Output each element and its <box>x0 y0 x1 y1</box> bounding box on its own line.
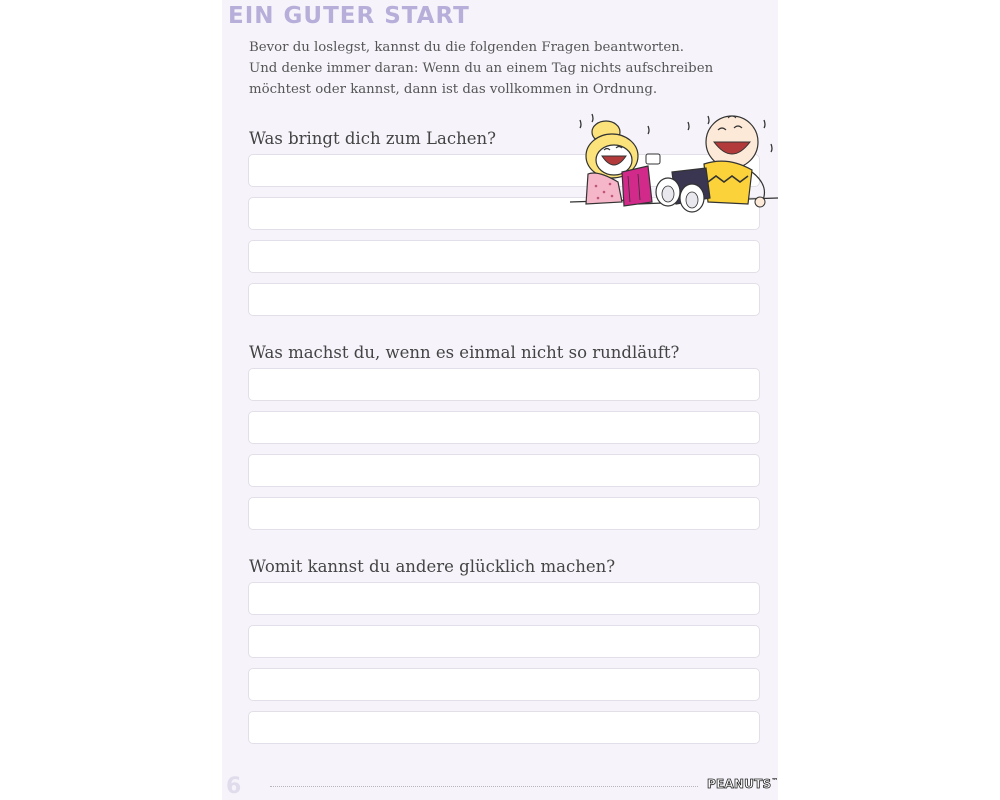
question-make-others-happy: Womit kannst du andere glücklich machen? <box>249 557 616 576</box>
page-title: EIN GUTER START <box>228 3 470 29</box>
answer-field[interactable] <box>248 368 760 401</box>
intro-line: Bevor du loslegst, kannst du die folgenden Fragen beantworten. <box>249 40 684 55</box>
peanuts-logo <box>707 777 779 791</box>
answer-field[interactable] <box>248 711 760 744</box>
laughing-characters-illustration <box>568 112 780 220</box>
question-laughing: Was bringt dich zum Lachen? <box>249 129 496 148</box>
footer-dotted-divider <box>270 786 698 787</box>
intro-text <box>249 37 769 100</box>
trademark-mark: ™ <box>771 777 779 785</box>
page-number: 6 <box>226 774 242 799</box>
answer-field[interactable] <box>248 668 760 701</box>
answer-field[interactable] <box>248 497 760 530</box>
answer-field[interactable] <box>248 283 760 316</box>
question-bad-day: Was machst du, wenn es einmal nicht so rundläuft? <box>249 343 680 362</box>
intro-line: Und denke immer daran: Wenn du an einem Tag nichts aufschreiben <box>249 61 714 76</box>
answer-field[interactable] <box>248 454 760 487</box>
answer-field[interactable] <box>248 411 760 444</box>
peanuts-logo-text: PEANUTS <box>707 777 772 791</box>
answer-field[interactable] <box>248 625 760 658</box>
answer-field[interactable] <box>248 240 760 273</box>
answer-field[interactable] <box>248 582 760 615</box>
intro-line: möchtest oder kannst, dann ist das vollkommen in Ordnung. <box>249 82 658 97</box>
